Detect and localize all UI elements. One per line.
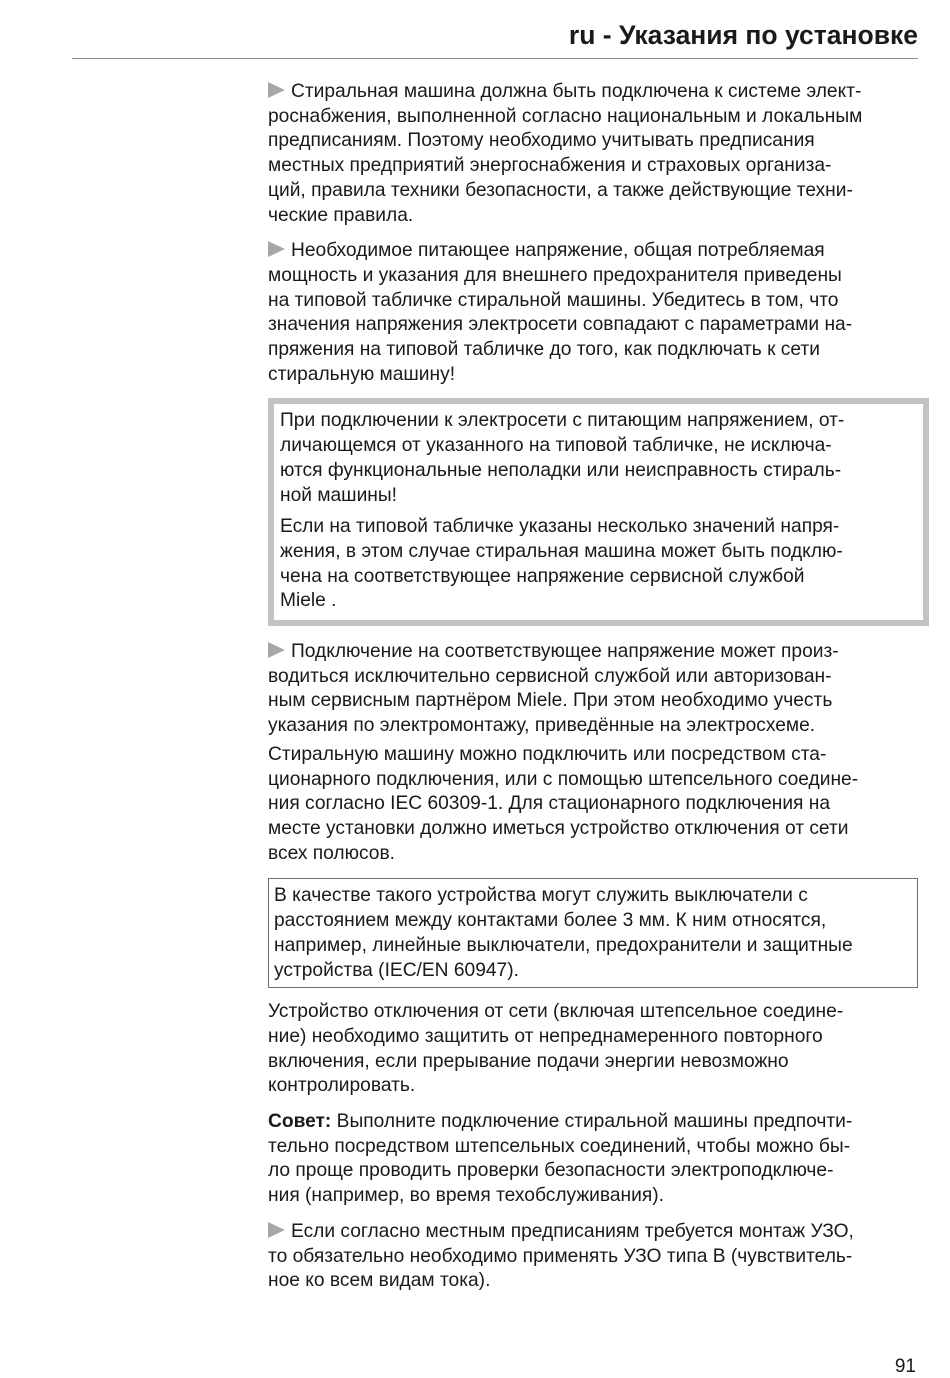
text-line: Подключение на соответствующее напряжение может произ- [268, 640, 918, 665]
text-line: мощность и указания для внешнего предохранителя приведены [268, 264, 842, 286]
bullet-arrow-icon [268, 82, 285, 98]
bullet-arrow-icon [268, 642, 285, 658]
text-line: В качестве такого устройства могут служить выключатели с [274, 885, 808, 907]
text-line: ния согласно IEC 60309-1. Для стационарного подключения на [268, 793, 831, 815]
text-line: расстоянием между контактами более 3 мм. К ним относятся, [274, 910, 827, 932]
text-line: ло проще проводить проверки безопасности электроподключе- [268, 1160, 834, 1182]
paragraph-power-supply [268, 80, 918, 228]
paragraph-tip [268, 1110, 918, 1209]
text-line: ным сервисным партнёром Miele. При этом необходимо учесть [268, 690, 833, 712]
bullet-arrow-icon [268, 241, 285, 257]
text-line: ческие правила. [268, 204, 414, 226]
text-line: чена на соответствующее напряжение сервисной службой [280, 565, 805, 587]
warning-paragraph [280, 515, 909, 614]
text-line: личающемся от указанного на типовой табличке, не исключа- [280, 435, 832, 457]
main-content [268, 80, 918, 1305]
text-line: местных предприятий энергоснабжения и страховых организа- [268, 155, 832, 177]
text-line: ций, правила техники безопасности, а также действующие техни- [268, 179, 853, 201]
text-line: стиральную машину! [268, 363, 456, 385]
text-line: ной машины! [280, 484, 398, 506]
text-line: Совет: Выполните подключение стиральной машины предпочти- [268, 1111, 853, 1133]
text-line: ционарного подключения, или с помощью штепсельного соедине- [268, 768, 859, 790]
bullet-arrow-icon [268, 1222, 285, 1238]
text-line: Необходимое питающее напряжение, общая потребляемая [268, 239, 918, 264]
text-line: на типовой табличке стиральной машины. Убедитесь в том, что [268, 289, 839, 311]
text-line: контролировать. [268, 1075, 416, 1097]
text-line: роснабжения, выполненной согласно национальным и локальным [268, 105, 863, 127]
paragraph-rcd [268, 1220, 918, 1294]
text-line: например, линейные выключатели, предохранители и защитные [274, 934, 853, 956]
text-line: При подключении к электросети с питающим напряжением, от- [280, 410, 845, 432]
paragraph-connection-methods [268, 743, 918, 867]
text-line: всех полюсов. [268, 842, 395, 864]
warning-paragraph [280, 409, 909, 508]
text-line: Если согласно местным предписаниям требуется монтаж УЗО, [268, 1220, 918, 1245]
tip-label: Совет: [268, 1111, 332, 1133]
paragraph-disconnect-protection [268, 1000, 918, 1099]
text-line: значения напряжения электросети совпадают с параметрами на- [268, 314, 853, 336]
text-line: Устройство отключения от сети (включая штепсельное соедине- [268, 1001, 844, 1023]
text-line: включения, если прерывание подачи энергии невозможно [268, 1050, 789, 1072]
text-line: Miele . [280, 590, 337, 612]
text-line: жения, в этом случае стиральная машина может быть подклю- [280, 540, 843, 562]
text-line: ются функциональные неполадки или неисправность стираль- [280, 459, 842, 481]
text-line: указания по электромонтажу, приведённые на электросхеме. [268, 715, 816, 737]
text-line: водиться исключительно сервисной службой или авторизован- [268, 665, 832, 687]
text-line: ное ко всем видам тока). [268, 1270, 491, 1292]
text-line: предписаниям. Поэтому необходимо учитывать предписания [268, 130, 815, 152]
info-box [268, 878, 918, 988]
warning-box [268, 398, 929, 626]
text-line: Стиральную машину можно подключить или посредством ста- [268, 743, 827, 765]
text-line: месте установки должно иметься устройство отключения от сети [268, 817, 849, 839]
section-title: ru - Указания по установке [568, 20, 918, 50]
paragraph-voltage [268, 239, 918, 387]
text-line: тельно посредством штепсельных соединений, чтобы можно бы- [268, 1135, 851, 1157]
paragraph-service-connection [268, 640, 918, 739]
text-line: ние) необходимо защитить от непреднамеренного повторного [268, 1025, 823, 1047]
text-line: пряжения на типовой табличке до того, как подключать к сети [268, 339, 820, 361]
text-line: ния (например, во время техобслуживания). [268, 1185, 664, 1207]
text-line: устройства (IEC/EN 60947). [274, 959, 519, 981]
text-line: Если на типовой табличке указаны несколько значений напря- [280, 516, 840, 538]
text-line: то обязательно необходимо применять УЗО типа B (чувствитель- [268, 1245, 853, 1267]
text-line: Стиральная машина должна быть подключена к системе элект- [268, 80, 918, 105]
page-number: 91 [894, 1356, 916, 1377]
page-header [72, 14, 918, 59]
